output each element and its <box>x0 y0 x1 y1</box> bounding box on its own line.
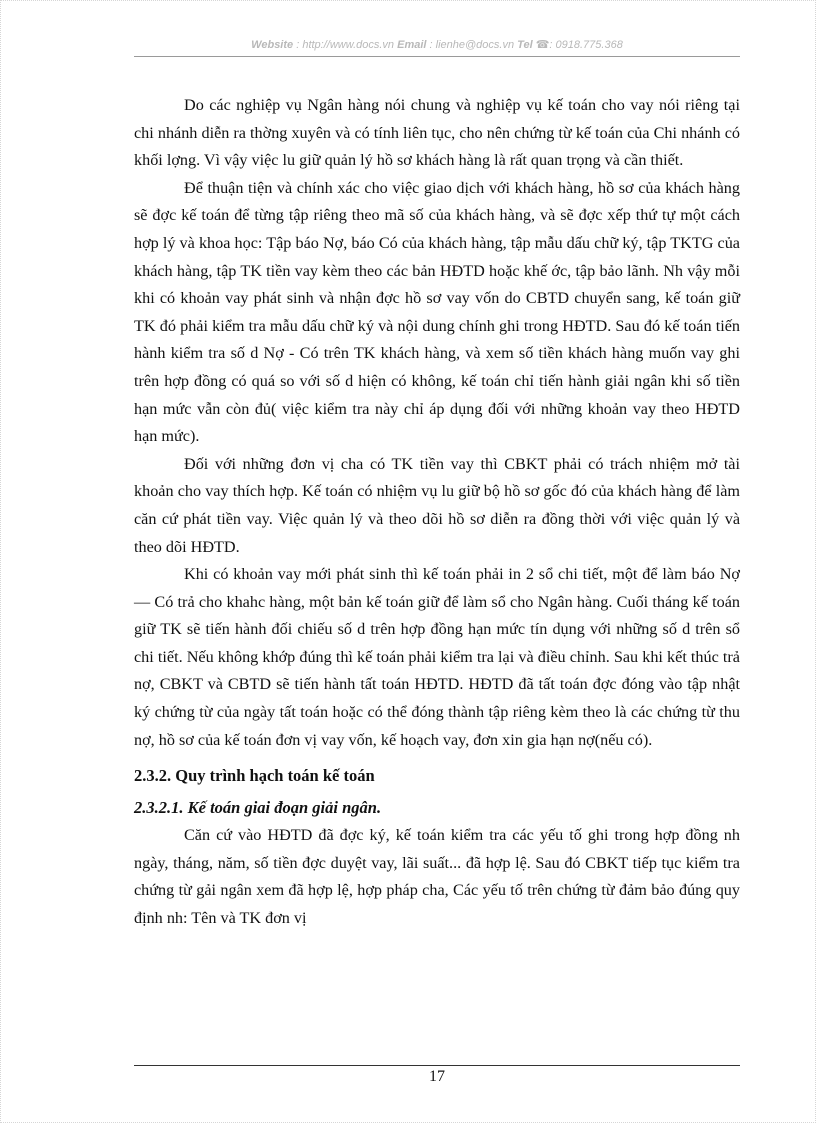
header-email-value: : lienhe@docs.vn <box>429 39 515 51</box>
subsection-heading: 2.3.2.1. Kế toán giai đoạn giải ngân. <box>134 798 382 818</box>
paragraph-5: Căn cứ vào HĐTD đã đợc ký, kế toán kiểm tra các yếu tố ghi trong hợp đồng nh ngày, tháng, năm, số tiền đợc duyệt vay, lãi suất... đã hợp lệ. Sau đó CBKT tiếp tục kiểm tra chứng từ gải ngân xem đã hợp lệ, hợp pháp cha, Các yếu tố trên chứng từ đảm bảo đúng quy định nh: Tên và TK đơn vị <box>134 826 740 928</box>
section-heading: 2.3.2. Quy trình hạch toán kế toán <box>134 766 375 786</box>
paragraph-2: Để thuận tiện và chính xác cho việc giao dịch với khách hàng, hồ sơ của khách hàng sẽ đợc kế toán để từng tập riêng theo mã số của khách hàng, và sẽ đợc xếp thứ tự một cách hợp lý và khoa học: Tập báo Nợ, báo Có của khách hàng, tập mẫu dấu chữ ký, tập TKTG của khách hàng, tập TK tiền vay kèm theo các bản HĐTD hoặc khế ớc, tập bảo lãnh. Nh vậy mỗi khi có khoản vay phát sinh và nhận đợc hồ sơ vay vốn do CBTD chuyển sang, kế toán giữ TK đó phải kiểm tra mẫu dấu chữ ký và nội dung chính ghi trong HĐTD. Sau đó kế toán tiến hành kiểm tra số d Nợ - Có trên TK khách hàng, và xem số tiền khách hàng muốn vay ghi trên hợp đồng có quá so với số d hiện có không, kế toán chỉ tiến hành giải ngân khi số tiền hạn mức vẫn còn đủ( việc kiểm tra này chỉ áp dụng đối với những khoản vay theo HĐTD hạn mức). <box>134 178 740 446</box>
header-email-label: Email <box>397 39 427 51</box>
header-website-label: Website <box>251 39 294 51</box>
document-body <box>134 92 740 933</box>
paragraph-4: Khi có khoản vay mới phát sinh thì kế toán phải in 2 sổ chi tiết, một để làm báo Nợ — Có trả cho khahc hàng, một bản kế toán giữ để làm sổ cho Ngân hàng. Cuối tháng kế toán giữ TK sẽ tiến hành đối chiếu số d trên hợp đồng hạn mức tín dụng với những số d trên sổ chi tiết. Nếu không khớp đúng thì kế toán phải kiểm tra lại và điều chỉnh. Sau khi kết thúc trả nợ, CBKT và CBTD sẽ tiến hành tất toán HĐTD. HĐTD đã tất toán đợc đóng vào tập nhật ký chứng từ của ngày tất toán hoặc có thể đóng thành tập riêng kèm theo là các chứng từ thu nợ, hồ sơ của kế toán đơn vị vay vốn, kế hoạch vay, đơn xin gia hạn nợ(nếu có). <box>134 565 740 749</box>
footer-divider <box>134 1065 740 1066</box>
header-website-value: : http://www.docs.vn <box>296 39 395 51</box>
paragraph-3: Đối với những đơn vị cha có TK tiền vay thì CBKT phải có trách nhiệm mở tài khoản cho vay thích hợp. Kế toán có nhiệm vụ lu giữ bộ hồ sơ gốc đó của khách hàng để làm căn cứ phát tiền vay. Việc quản lý và theo dõi hồ sơ diễn ra đồng thời với việc quản lý và theo dõi HĐTD. <box>134 454 740 556</box>
page-header <box>134 38 740 51</box>
paragraph-1: Do các nghiệp vụ Ngân hàng nói chung và nghiệp vụ kế toán cho vay nói riêng tại chi nhánh diễn ra thờng xuyên và có tính liên tục, cho nên chứng từ kế toán của Chi nhánh có khối lợng. Vì vậy việc lu giữ quản lý hồ sơ khách hàng là rất quan trọng và cần thiết. <box>134 96 740 170</box>
header-divider <box>134 56 740 57</box>
header-tel-value: ☎: 0918.775.368 <box>535 39 623 51</box>
header-tel-label: Tel <box>517 39 533 51</box>
page-number: 17 <box>429 1068 445 1085</box>
